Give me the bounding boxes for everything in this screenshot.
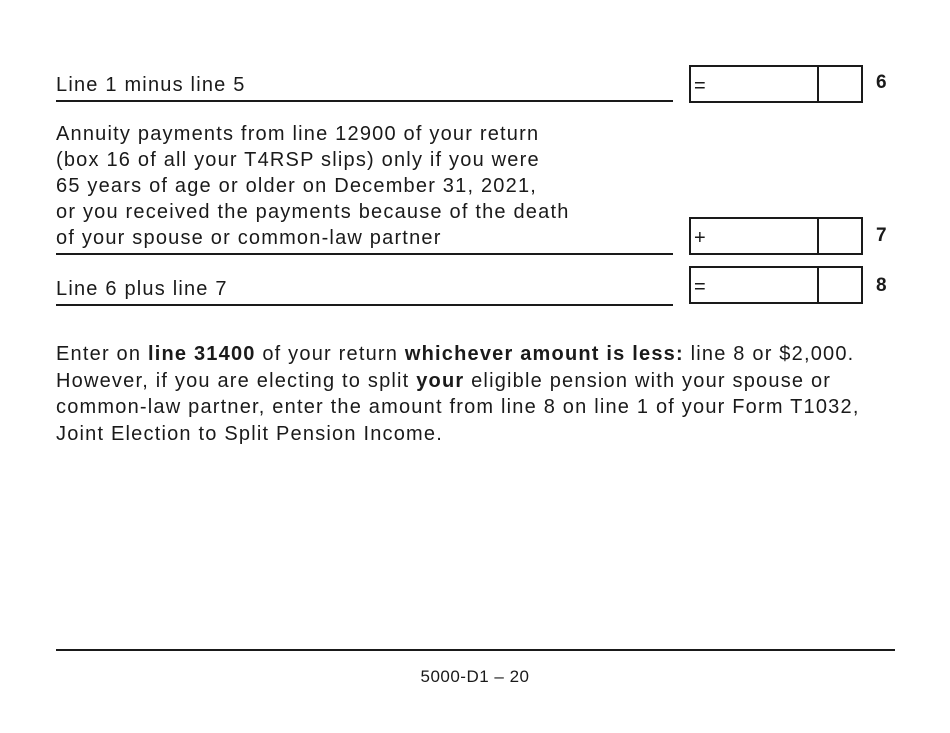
line-8-operator: = [691, 268, 819, 302]
line-8-amount-box[interactable] [689, 266, 863, 304]
line-7-number: 7 [876, 225, 887, 246]
footer-divider [56, 649, 895, 651]
line-6-label: Line 1 minus line 5 [56, 72, 673, 102]
line-7-label-text-3: 65 years of age or older on December 31, 2021, [56, 175, 538, 197]
instruction-text-3: line 8 or $2,000. However, if you are electing to split [56, 343, 855, 392]
page-footer: 5000-D1 – 20 [420, 667, 530, 686]
line-6-cents-field[interactable] [819, 67, 861, 101]
instruction-bold-line-31400: line 31400 [147, 343, 256, 365]
line-7-label-text-1: Annuity payments from line 12900 of your return [56, 123, 540, 145]
line-6-operator: = [691, 67, 819, 101]
line-7-cents-field[interactable] [819, 219, 861, 253]
line-7-label-text-5: of your spouse or common-law partner [56, 227, 442, 249]
instruction-bold-your: your [416, 369, 465, 392]
line-7-label-text-4: or you received the payments because of the death [56, 201, 570, 223]
line-8-cents-field[interactable] [819, 268, 861, 302]
line-31400-instruction [56, 341, 896, 447]
line-6-number: 6 [876, 72, 887, 93]
instruction-bold-whichever: whichever amount is less: [404, 343, 684, 365]
instruction-text-2: of your return [255, 343, 405, 365]
instruction-text-4: eligible pension with your spouse or common-law partner, enter the amount from line 8 on line 1 of your Form T1032, Joint Election to Split Pension Income. [56, 369, 860, 445]
line-8-label: Line 6 plus line 7 [56, 276, 673, 306]
instruction-text-1: Enter on [56, 343, 148, 365]
line-8-number: 8 [876, 275, 887, 296]
line-7-amount-box[interactable] [689, 217, 863, 255]
line-6-amount-box[interactable] [689, 65, 863, 103]
line-7-label-text-2: (box 16 of all your T4RSP slips) only if you were [56, 149, 540, 171]
line-7-label [56, 121, 673, 255]
line-7-operator: + [691, 219, 819, 253]
